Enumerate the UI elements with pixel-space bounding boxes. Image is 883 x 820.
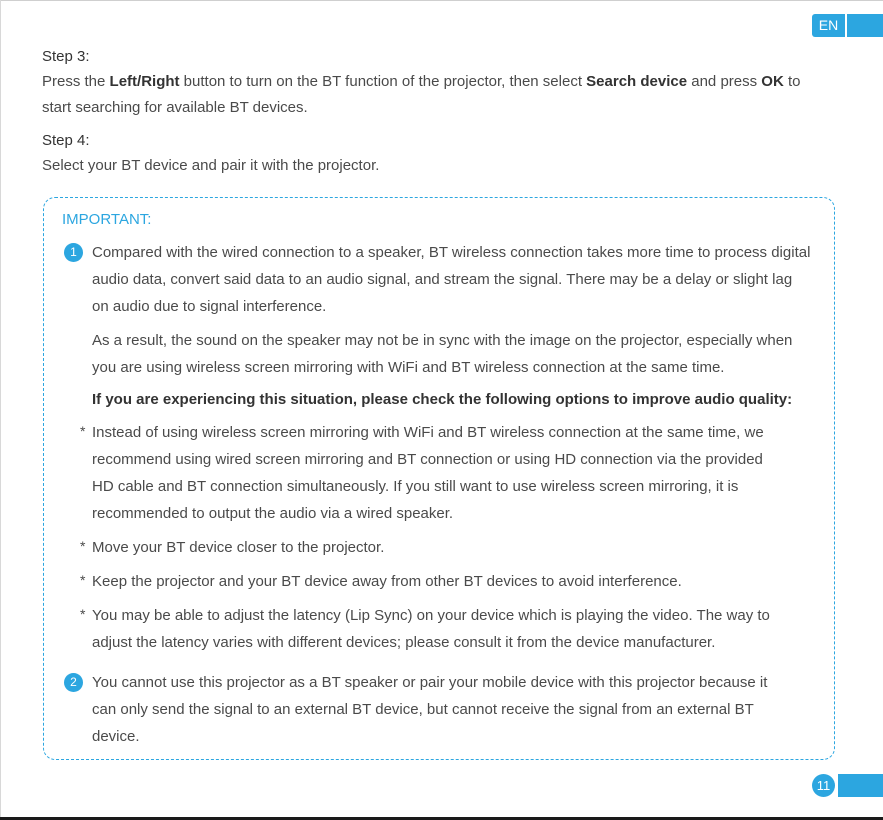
item1-paragraph-2: As a result, the sound on the speaker may not be in sync with the image on the projector, especially when you are using wireless screen mirroring with WiFi and BT wireless connection at the same time. bbox=[92, 332, 793, 376]
important-title: IMPORTANT: bbox=[62, 211, 152, 228]
language-tab bbox=[812, 14, 883, 37]
language-tab-bar bbox=[847, 14, 883, 37]
bullet-1: Instead of using wireless screen mirroring with WiFi and BT wireless connection at the same time, we recommend using wired screen mirroring and BT connection or using HD connection via the provided HD cable and BT connection simultaneously. If you still want to use wireless screen mirroring, it is recommended to output the audio via a wired speaker. bbox=[92, 424, 764, 522]
step3-text bbox=[42, 69, 832, 121]
bullet-marker: * bbox=[80, 572, 86, 588]
bullet-marker: * bbox=[80, 423, 86, 439]
step4-heading: Step 4: bbox=[42, 132, 90, 149]
bullet-3: Keep the projector and your BT device away from other BT devices to avoid interference. bbox=[92, 573, 682, 590]
step3-text-1: Press the bbox=[42, 73, 110, 90]
bullet-marker: * bbox=[80, 538, 86, 554]
step3-text-3: and press bbox=[687, 73, 762, 90]
step3-heading: Step 3: bbox=[42, 48, 90, 65]
item1-paragraph-1: Compared with the wired connection to a speaker, BT wireless connection takes more time to process digital audio data, convert said data to an audio signal, and stream the signal. There may be a delay or slight lag on audio due to signal interference. bbox=[92, 244, 811, 315]
step3-left-right: Left/Right bbox=[109, 73, 180, 90]
step3-text-2: button to turn on the BT function of the projector, then select bbox=[179, 73, 587, 90]
item1-bold-paragraph: If you are experiencing this situation, please check the following options to improve audio quality: bbox=[92, 391, 793, 408]
bullet-2: Move your BT device closer to the projector. bbox=[92, 539, 385, 556]
bullet-marker: * bbox=[80, 606, 86, 622]
page-number: 11 bbox=[812, 774, 835, 797]
bullet-4: You may be able to adjust the latency (Lip Sync) on your device which is playing the video. The way to adjust the latency varies with different devices; please consult it from the device manufacturer. bbox=[92, 607, 770, 651]
item2-paragraph: You cannot use this projector as a BT speaker or pair your mobile device with this projector because it can only send the signal to an external BT device, but cannot receive the signal from an external BT device. bbox=[92, 674, 768, 745]
page-border-left bbox=[0, 0, 1, 820]
step3-ok: OK bbox=[761, 73, 784, 90]
page-border-top bbox=[0, 0, 883, 1]
step3-text-4: to start searching for available BT devices. bbox=[42, 73, 801, 116]
item2-number-badge: 2 bbox=[64, 673, 83, 692]
page-number-tab bbox=[812, 774, 883, 797]
item1-number-badge: 1 bbox=[64, 243, 83, 262]
step3-search-device: Search device bbox=[586, 73, 688, 90]
step4-text: Select your BT device and pair it with the projector. bbox=[42, 157, 380, 174]
page-tab-bar bbox=[838, 774, 883, 797]
language-badge: EN bbox=[812, 14, 845, 37]
